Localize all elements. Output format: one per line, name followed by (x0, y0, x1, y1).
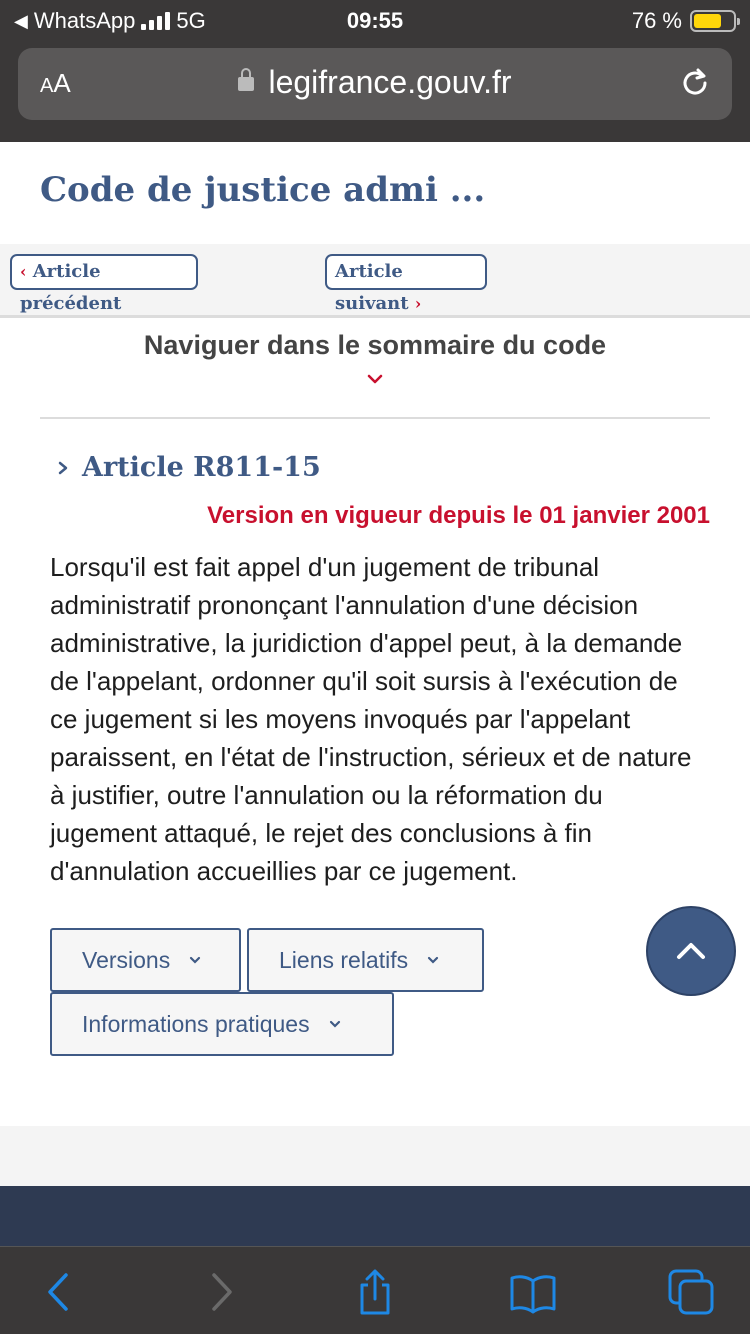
lock-icon (238, 77, 254, 91)
version-label: Version en vigueur depuis le 01 janvier 2001 (207, 502, 710, 529)
versions-label: Versions (82, 946, 171, 973)
divider (40, 417, 710, 419)
informations-pratiques-label: Informations pratiques (82, 1010, 310, 1037)
battery-percent: 76 % (631, 8, 682, 33)
url-host[interactable] (18, 64, 732, 101)
chevron-right-icon (56, 459, 70, 477)
back-icon[interactable] (34, 1267, 84, 1317)
site-footer (0, 1186, 750, 1246)
chevron-down-icon (188, 955, 202, 965)
network-label: 5G (176, 8, 206, 33)
previous-article-label: Article précédent (20, 261, 122, 314)
sommaire-toggle[interactable]: Naviguer dans le sommaire du code (143, 330, 607, 360)
liens-relatifs-button[interactable] (247, 928, 484, 992)
versions-button[interactable] (50, 928, 241, 992)
back-app-label: WhatsApp (33, 8, 136, 33)
chevron-up-icon (674, 940, 708, 962)
article-text: Lorsqu'il est fait appel d'un jugement de tribunal administratif prononçant l'annulation d'une décision administrative, la juridiction d'appel peut, à la demande de l'appelant, ordonner qu'il soit sursis à l'exécution de ce jugement si les moyens invoqués par l'appelant paraissent, en l'état de l'instruction, sérieux et de nature à justifier, outre l'annulation ou la réformation du jugement attaqué, le rejet des conclusions à fin d'annulation accueillies par ce jugement. (50, 552, 692, 886)
liens-relatifs-label: Liens relatifs (279, 946, 409, 973)
host-label: legifrance.gouv.fr (268, 64, 512, 100)
chevron-right-icon: › (414, 294, 422, 313)
article-heading[interactable] (56, 452, 321, 483)
page-title: Code de justice admi ... (40, 170, 486, 210)
informations-pratiques-button[interactable] (50, 992, 394, 1056)
status-bar (0, 0, 750, 40)
clock: 09:55 (346, 8, 404, 33)
previous-article-button[interactable] (10, 254, 198, 314)
text-size-button[interactable]: AA (40, 68, 71, 98)
footer-spacer (0, 1126, 750, 1186)
chevron-down-icon (426, 955, 440, 965)
share-icon[interactable] (350, 1267, 400, 1317)
scroll-to-top-button[interactable] (646, 906, 736, 996)
browser-toolbar (0, 1246, 750, 1334)
bookmarks-icon[interactable] (508, 1267, 558, 1317)
next-article-button[interactable] (325, 254, 487, 314)
battery-icon (690, 10, 736, 32)
forward-icon[interactable] (196, 1267, 246, 1317)
chevron-left-icon: ‹ (20, 262, 27, 281)
article-title: Article R811-15 (82, 452, 321, 483)
next-article-label: Article suivant (335, 261, 409, 314)
browser-chrome (0, 0, 750, 142)
status-right (632, 8, 736, 34)
reload-icon[interactable] (678, 66, 712, 100)
page-header (0, 142, 750, 244)
chevron-down-icon[interactable] (364, 370, 386, 388)
chevron-down-icon (328, 1019, 342, 1029)
article-nav (0, 244, 750, 318)
address-bar[interactable] (18, 48, 732, 120)
back-arrow-icon: ◀ (14, 10, 28, 31)
tabs-icon[interactable] (666, 1267, 716, 1317)
